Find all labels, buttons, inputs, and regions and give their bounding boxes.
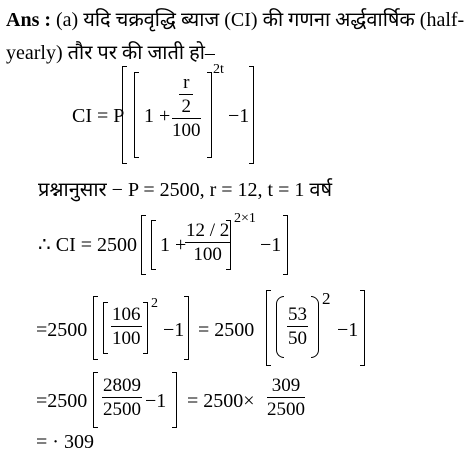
step-1-outer-right-bracket: [283, 215, 288, 275]
step-2-outer-right-bracket: [184, 296, 189, 360]
formula-minus-one: −1: [228, 105, 250, 127]
step-2-minus-one-a: −1: [163, 319, 185, 341]
step-1-fraction: [185, 221, 230, 264]
formula-exponent: 2t: [213, 62, 224, 77]
step-3-numerator-b: 309: [271, 375, 301, 396]
formula-outer-fraction: [172, 73, 201, 140]
step-3-fraction-b: [267, 376, 305, 419]
formula-inner-fraction-bar: [179, 94, 193, 95]
answer-label: Ans :: [6, 9, 52, 31]
step-2-inner-right-bracket: [143, 302, 148, 354]
given-values: प्रश्नानुसार − P = 2500, r = 12, t = 1 वर्ष: [38, 179, 333, 201]
step-3-right-bracket: [172, 372, 177, 428]
step-1-inner-right-bracket: [226, 220, 231, 270]
step-2-exponent-b: 2: [322, 289, 331, 308]
step-3-fraction-a: [102, 376, 142, 419]
step-2-numerator-b: 53: [288, 304, 307, 325]
final-result: = · 309: [36, 431, 94, 453]
formula-one-plus: 1 +: [144, 105, 171, 127]
step-1-denominator: 100: [193, 244, 222, 265]
step-2-eq: =2500: [36, 319, 88, 341]
step-2-exponent-a: 2: [151, 296, 158, 311]
formula-outer-left-bracket: [122, 66, 127, 164]
step-1-outer-left-bracket: [141, 215, 146, 275]
formula-inner-denominator: 2: [181, 96, 191, 117]
step-3-minus-one: −1: [145, 390, 167, 412]
step-3-left-bracket: [93, 372, 98, 428]
step-1-exponent: 2×1: [234, 211, 256, 226]
step-3-eq2: = 2500×: [187, 390, 255, 412]
step-1-lhs: ∴ CI = 2500: [38, 234, 138, 256]
formula-outer-denominator: 100: [172, 120, 201, 141]
step-2-outer-left-bracket-b: [266, 290, 271, 366]
step-3-denominator-a: 2500: [103, 399, 141, 420]
step-2-fraction-b: [287, 305, 308, 348]
step-2-denominator-a: 100: [112, 328, 141, 349]
ci-formula-lhs: CI = P: [72, 105, 125, 127]
formula-outer-right-bracket: [249, 66, 254, 164]
step-2-right-paren-b: [311, 296, 319, 358]
answer-line-1: [6, 10, 464, 30]
step-1-one-plus: 1 +: [160, 234, 187, 256]
formula-inner-numerator: r: [183, 72, 190, 93]
formula-inner-fraction: [178, 73, 194, 118]
step-1-minus-one: −1: [260, 234, 282, 256]
step-2-minus-one-b: −1: [337, 319, 359, 341]
step-2-outer-right-bracket-b: [360, 290, 365, 366]
step-2-fraction-a: [111, 305, 142, 348]
answer-line-1-text: (a) यदि चक्रवृद्धि ब्याज (CI) की गणना अर्द्धवार्षिक (half-: [56, 9, 465, 31]
step-2-left-paren-b: [276, 296, 284, 358]
step-2-eq2: = 2500: [198, 319, 255, 341]
formula-inner-left-bracket: [134, 72, 139, 158]
step-3-eq: =2500: [36, 390, 88, 412]
step-1-numerator: 12 / 2: [186, 220, 230, 241]
step-3-numerator-a: 2809: [103, 375, 141, 396]
step-2-denominator-b: 50: [288, 328, 307, 349]
step-2-numerator-a: 106: [112, 304, 141, 325]
step-2-outer-left-bracket: [93, 296, 98, 360]
step-3-denominator-b: 2500: [267, 399, 305, 420]
step-2-inner-left-bracket: [103, 302, 108, 354]
step-1-inner-left-bracket: [151, 220, 156, 270]
formula-inner-right-bracket: [207, 72, 212, 158]
answer-line-2: yearly) तौर पर की जाती हो–: [6, 42, 215, 64]
